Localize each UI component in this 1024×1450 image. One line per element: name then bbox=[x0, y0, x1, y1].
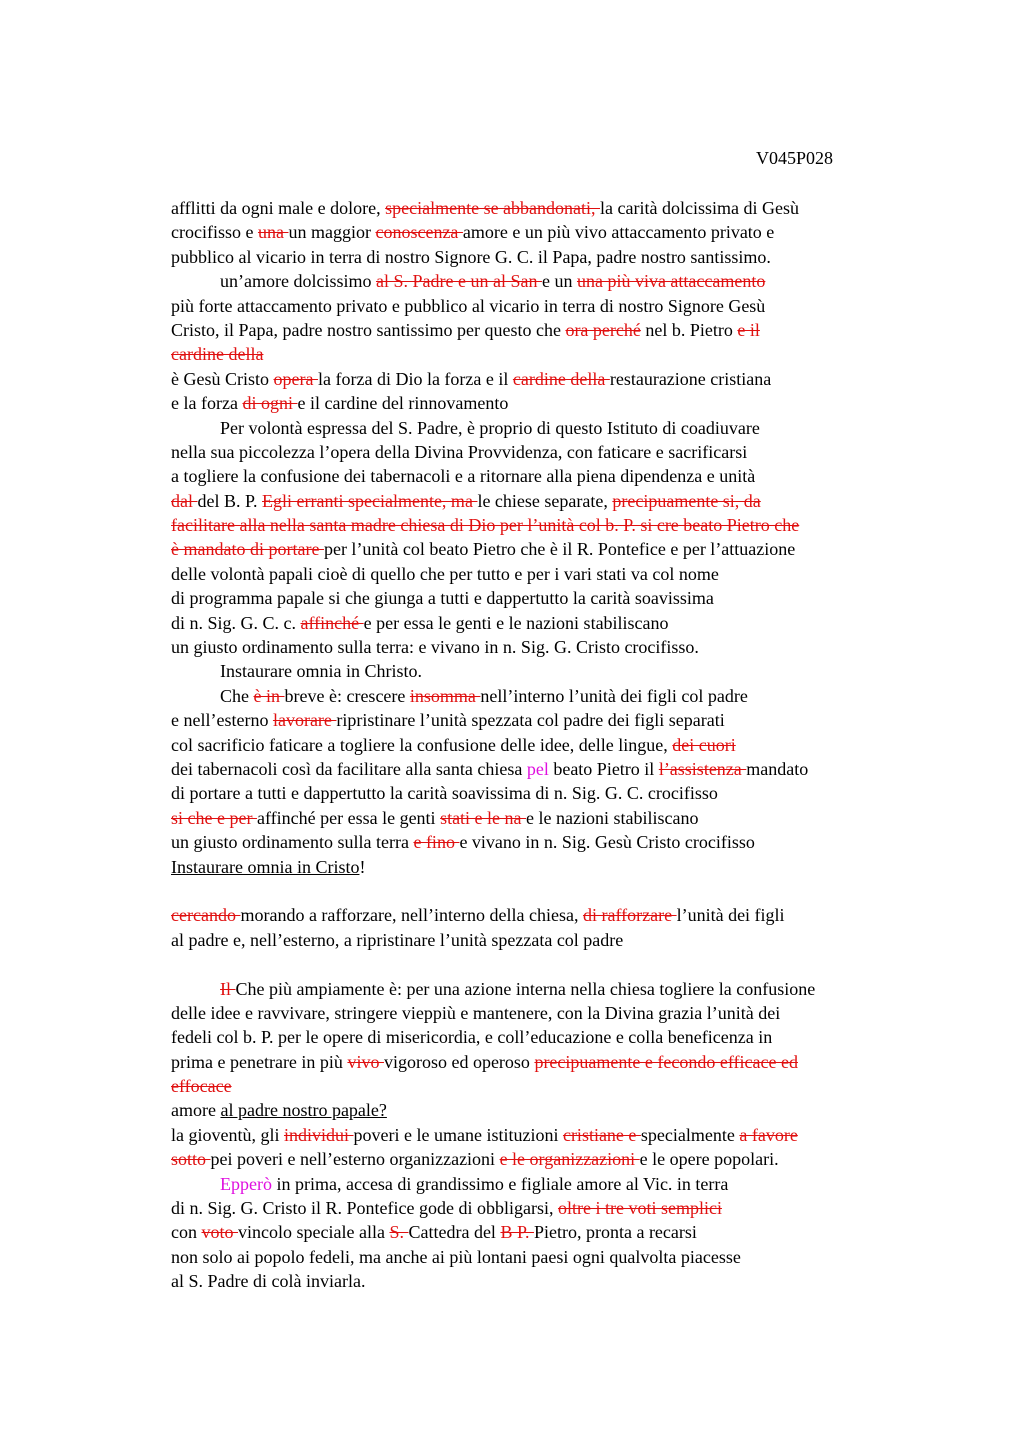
text-line bbox=[171, 245, 911, 269]
text-line bbox=[171, 464, 911, 488]
text-segment: ! bbox=[359, 856, 366, 877]
text-segment: poveri e le umane istituzioni bbox=[353, 1124, 563, 1145]
deleted-text: precipuamente si, da bbox=[612, 490, 761, 511]
text-segment: al S. Padre di colà inviarla. bbox=[171, 1271, 366, 1292]
text-line bbox=[171, 855, 911, 879]
text-segment: e le opere popolari. bbox=[639, 1149, 779, 1170]
text-line bbox=[171, 367, 911, 391]
text-line bbox=[171, 635, 911, 659]
deleted-text: affinché bbox=[300, 612, 364, 633]
deleted-text: opera bbox=[273, 368, 318, 389]
text-segment: breve è: crescere bbox=[284, 685, 410, 706]
deleted-text: dal bbox=[171, 490, 198, 511]
deleted-text: voto bbox=[201, 1222, 239, 1243]
text-line bbox=[171, 1098, 911, 1122]
text-segment: vigoroso ed operoso bbox=[383, 1051, 535, 1072]
text-segment: delle volontà papali cioè di quello che per tutto e per i vari stati va col nome bbox=[171, 563, 719, 584]
deleted-text: lavorare bbox=[272, 710, 337, 731]
deleted-text: B P. bbox=[500, 1222, 534, 1243]
deleted-text: l’assistenza bbox=[658, 758, 747, 779]
text-segment: più forte attaccamento privato e pubblico al vicario in terra di nostro Signore Gesù bbox=[171, 295, 766, 316]
text-segment: un’amore dolcissimo bbox=[220, 271, 376, 292]
text-segment: e la forza bbox=[171, 393, 243, 414]
deleted-text: di ogni bbox=[242, 393, 298, 414]
body-text bbox=[171, 196, 911, 1294]
text-segment: nell’interno l’unità dei figli col padre bbox=[480, 685, 748, 706]
text-segment: fedeli col b. P. per le opere di misericordia, e coll’educazione e colla beneficenza in bbox=[171, 1027, 773, 1048]
text-line bbox=[171, 342, 911, 366]
text-segment: del B. P. bbox=[197, 490, 263, 511]
text-line bbox=[171, 1147, 911, 1171]
text-line bbox=[171, 1074, 911, 1098]
text-line bbox=[171, 977, 911, 1001]
deleted-text: specialmente se abbandonati, bbox=[385, 198, 601, 218]
deleted-text: precipuamente e fecondo efficace ed bbox=[534, 1051, 798, 1072]
deleted-text: a favore bbox=[739, 1124, 798, 1145]
text-segment: pubblico al vicario in terra di nostro Signore G. C. il Papa, padre nostro santissimo. bbox=[171, 246, 771, 267]
text-segment: Cattedra del bbox=[408, 1222, 501, 1243]
text-segment: in prima, accesa di grandissimo e figliale amore al Vic. in terra bbox=[271, 1173, 729, 1194]
text-segment: con bbox=[171, 1222, 202, 1243]
text-line bbox=[171, 806, 911, 830]
deleted-text: e fino bbox=[413, 832, 460, 853]
deleted-text: Egli erranti specialmente, ma bbox=[262, 490, 478, 511]
text-segment: pei poveri e nell’esterno organizzazioni bbox=[210, 1149, 500, 1170]
deleted-text: cardine della bbox=[171, 344, 264, 365]
deleted-text: cristiane e bbox=[562, 1124, 641, 1145]
text-segment: e il cardine del rinnovamento bbox=[297, 393, 509, 414]
text-segment: di n. Sig. G. C. c. bbox=[171, 612, 301, 633]
deleted-text: si che e per bbox=[171, 807, 257, 828]
text-line bbox=[171, 220, 911, 244]
blank-line bbox=[171, 952, 911, 976]
text-line bbox=[171, 586, 911, 610]
text-segment: e vivano in n. Sig. Gesù Cristo crocifisso bbox=[459, 832, 755, 853]
text-line bbox=[171, 537, 911, 561]
text-segment: crocifisso e bbox=[171, 222, 258, 243]
text-segment: col sacrificio faticare a togliere la confusione delle idee, delle lingue, bbox=[171, 734, 673, 755]
text-segment: le chiese separate, bbox=[477, 490, 613, 511]
text-segment: afflitti da ogni male e dolore, bbox=[171, 198, 386, 218]
text-segment: di portare a tutti e dappertutto la carità soavissima di n. Sig. G. C. crocifisso bbox=[171, 783, 718, 804]
text-segment: di n. Sig. G. Cristo il R. Pontefice gode di obbligarsi, bbox=[171, 1198, 558, 1219]
text-segment: vincolo speciale alla bbox=[238, 1222, 390, 1243]
deleted-text: vivo bbox=[347, 1051, 384, 1072]
text-line bbox=[171, 416, 911, 440]
deleted-text: di rafforzare bbox=[582, 905, 677, 926]
text-line bbox=[171, 294, 911, 318]
text-segment: beato Pietro il bbox=[548, 758, 659, 779]
text-segment: prima e penetrare in più bbox=[171, 1051, 348, 1072]
deleted-text: S. bbox=[389, 1222, 409, 1243]
text-segment: delle idee e ravvivare, stringere vieppiù e mantenere, con la Divina grazia l’unità dei bbox=[171, 1002, 781, 1023]
text-line bbox=[171, 1196, 911, 1220]
deleted-text: è in bbox=[253, 685, 285, 706]
text-line bbox=[171, 1172, 911, 1196]
text-segment: affinché per essa le genti bbox=[256, 807, 441, 828]
text-segment: Che più ampiamente è: per una azione interna nella chiesa togliere la confusione bbox=[235, 978, 816, 999]
text-line bbox=[171, 318, 911, 342]
text-line bbox=[171, 1025, 911, 1049]
deleted-text: e il bbox=[737, 319, 760, 340]
text-segment: al padre e, nell’esterno, a ripristinare l’unità spezzata col padre bbox=[171, 929, 624, 950]
text-segment: a togliere la confusione dei tabernacoli e a ritornare alla piena dipendenza e unità bbox=[171, 466, 756, 487]
deleted-text: sotto bbox=[171, 1149, 211, 1170]
deleted-text: oltre i tre voti semplici bbox=[557, 1198, 722, 1219]
text-line bbox=[171, 513, 911, 537]
text-segment: l’unità dei figli bbox=[676, 905, 785, 926]
text-line bbox=[171, 733, 911, 757]
page-code: V045P028 bbox=[756, 148, 834, 168]
text-line bbox=[171, 489, 911, 513]
text-segment: un maggior bbox=[288, 222, 376, 243]
text-line bbox=[171, 903, 911, 927]
text-segment: Che bbox=[220, 685, 254, 706]
text-segment: morando a rafforzare, nell’interno della chiesa, bbox=[240, 905, 583, 926]
text-segment: dei tabernacoli così da facilitare alla santa chiesa bbox=[171, 758, 527, 779]
deleted-text: cercando bbox=[171, 905, 241, 926]
text-line bbox=[171, 781, 911, 805]
text-segment: ripristinare l’unità spezzata col padre dei figli separati bbox=[336, 710, 725, 731]
text-line bbox=[171, 269, 911, 293]
text-segment: è Gesù Cristo bbox=[171, 368, 274, 389]
text-line bbox=[171, 830, 911, 854]
text-segment: nel b. Pietro bbox=[640, 319, 738, 340]
text-segment: amore bbox=[171, 1100, 221, 1121]
text-segment: Instaurare omnia in Christo. bbox=[220, 661, 422, 682]
deleted-text: cardine della bbox=[512, 368, 610, 389]
text-segment: la carità dolcissima di Gesù bbox=[600, 198, 799, 218]
text-line bbox=[171, 684, 911, 708]
text-segment: amore e un più vivo attaccamento privato e bbox=[462, 222, 775, 243]
highlighted-text: Epperò bbox=[220, 1173, 272, 1194]
deleted-text: una bbox=[257, 222, 289, 243]
text-line bbox=[171, 1001, 911, 1025]
text-line bbox=[171, 1123, 911, 1147]
text-segment: di programma papale si che giunga a tutti e dappertutto la carità soavissima bbox=[171, 588, 714, 609]
text-line bbox=[171, 196, 911, 220]
text-segment: e nell’esterno bbox=[171, 710, 273, 731]
text-segment: e per essa le genti e le nazioni stabiliscano bbox=[363, 612, 669, 633]
deleted-text: stati e le na bbox=[440, 807, 527, 828]
deleted-text: dei cuori bbox=[672, 734, 736, 755]
deleted-text: individui bbox=[283, 1124, 354, 1145]
blank-line bbox=[171, 879, 911, 903]
text-segment: un giusto ordinamento sulla terra: e vivano in n. Sig. G. Cristo crocifisso. bbox=[171, 637, 699, 658]
text-segment: la forza di Dio la forza e il bbox=[317, 368, 513, 389]
deleted-text: e le organizzazioni bbox=[499, 1149, 640, 1170]
deleted-text: al S. Padre e un al San bbox=[375, 271, 542, 292]
text-line bbox=[171, 928, 911, 952]
text-segment: restaurazione cristiana bbox=[609, 368, 772, 389]
deleted-text: facilitare alla nella santa madre chiesa di Dio per l’unità col b. P. si cre beato Pietro che bbox=[171, 515, 800, 536]
deleted-text: ora perché bbox=[565, 319, 641, 340]
text-segment: non solo ai popolo fedeli, ma anche ai più lontani paesi ogni qualvolta piacesse bbox=[171, 1246, 741, 1267]
text-segment: per l’unità col beato Pietro che è il R. Pontefice e per l’attuazione bbox=[323, 539, 796, 560]
text-line bbox=[171, 1245, 911, 1269]
text-line bbox=[171, 611, 911, 635]
underlined-text: al padre nostro papale? bbox=[220, 1100, 387, 1121]
text-line bbox=[171, 1269, 911, 1293]
deleted-text: insomma bbox=[409, 685, 481, 706]
underlined-text: Instaurare omnia in Cristo bbox=[171, 856, 360, 877]
text-segment: un giusto ordinamento sulla terra bbox=[171, 832, 414, 853]
text-line bbox=[171, 1050, 911, 1074]
text-line bbox=[171, 440, 911, 464]
text-segment: Per volontà espressa del S. Padre, è proprio di questo Istituto di coadiuvare bbox=[220, 417, 760, 438]
text-line bbox=[171, 659, 911, 683]
text-segment: specialmente bbox=[640, 1124, 740, 1145]
text-segment: nella sua piccolezza l’opera della Divina Provvidenza, con faticare e sacrificarsi bbox=[171, 441, 748, 462]
text-line bbox=[171, 562, 911, 586]
text-line bbox=[171, 391, 911, 415]
text-line bbox=[171, 708, 911, 732]
text-segment: e un bbox=[541, 271, 577, 292]
deleted-text: Il bbox=[220, 978, 236, 999]
text-segment: mandato bbox=[746, 758, 809, 779]
deleted-text: è mandato di portare bbox=[171, 539, 324, 560]
text-segment: Pietro, pronta a recarsi bbox=[533, 1222, 697, 1243]
deleted-text: conoscenza bbox=[375, 222, 463, 243]
highlighted-text: pel bbox=[526, 758, 549, 779]
text-segment: la gioventù, gli bbox=[171, 1124, 284, 1145]
text-segment: e le nazioni stabiliscano bbox=[526, 807, 699, 828]
text-line bbox=[171, 1220, 911, 1244]
deleted-text: effocace bbox=[171, 1076, 232, 1097]
text-line bbox=[171, 757, 911, 781]
deleted-text: una più viva attaccamento bbox=[576, 271, 766, 292]
text-segment: Cristo, il Papa, padre nostro santissimo per questo che bbox=[171, 319, 566, 340]
